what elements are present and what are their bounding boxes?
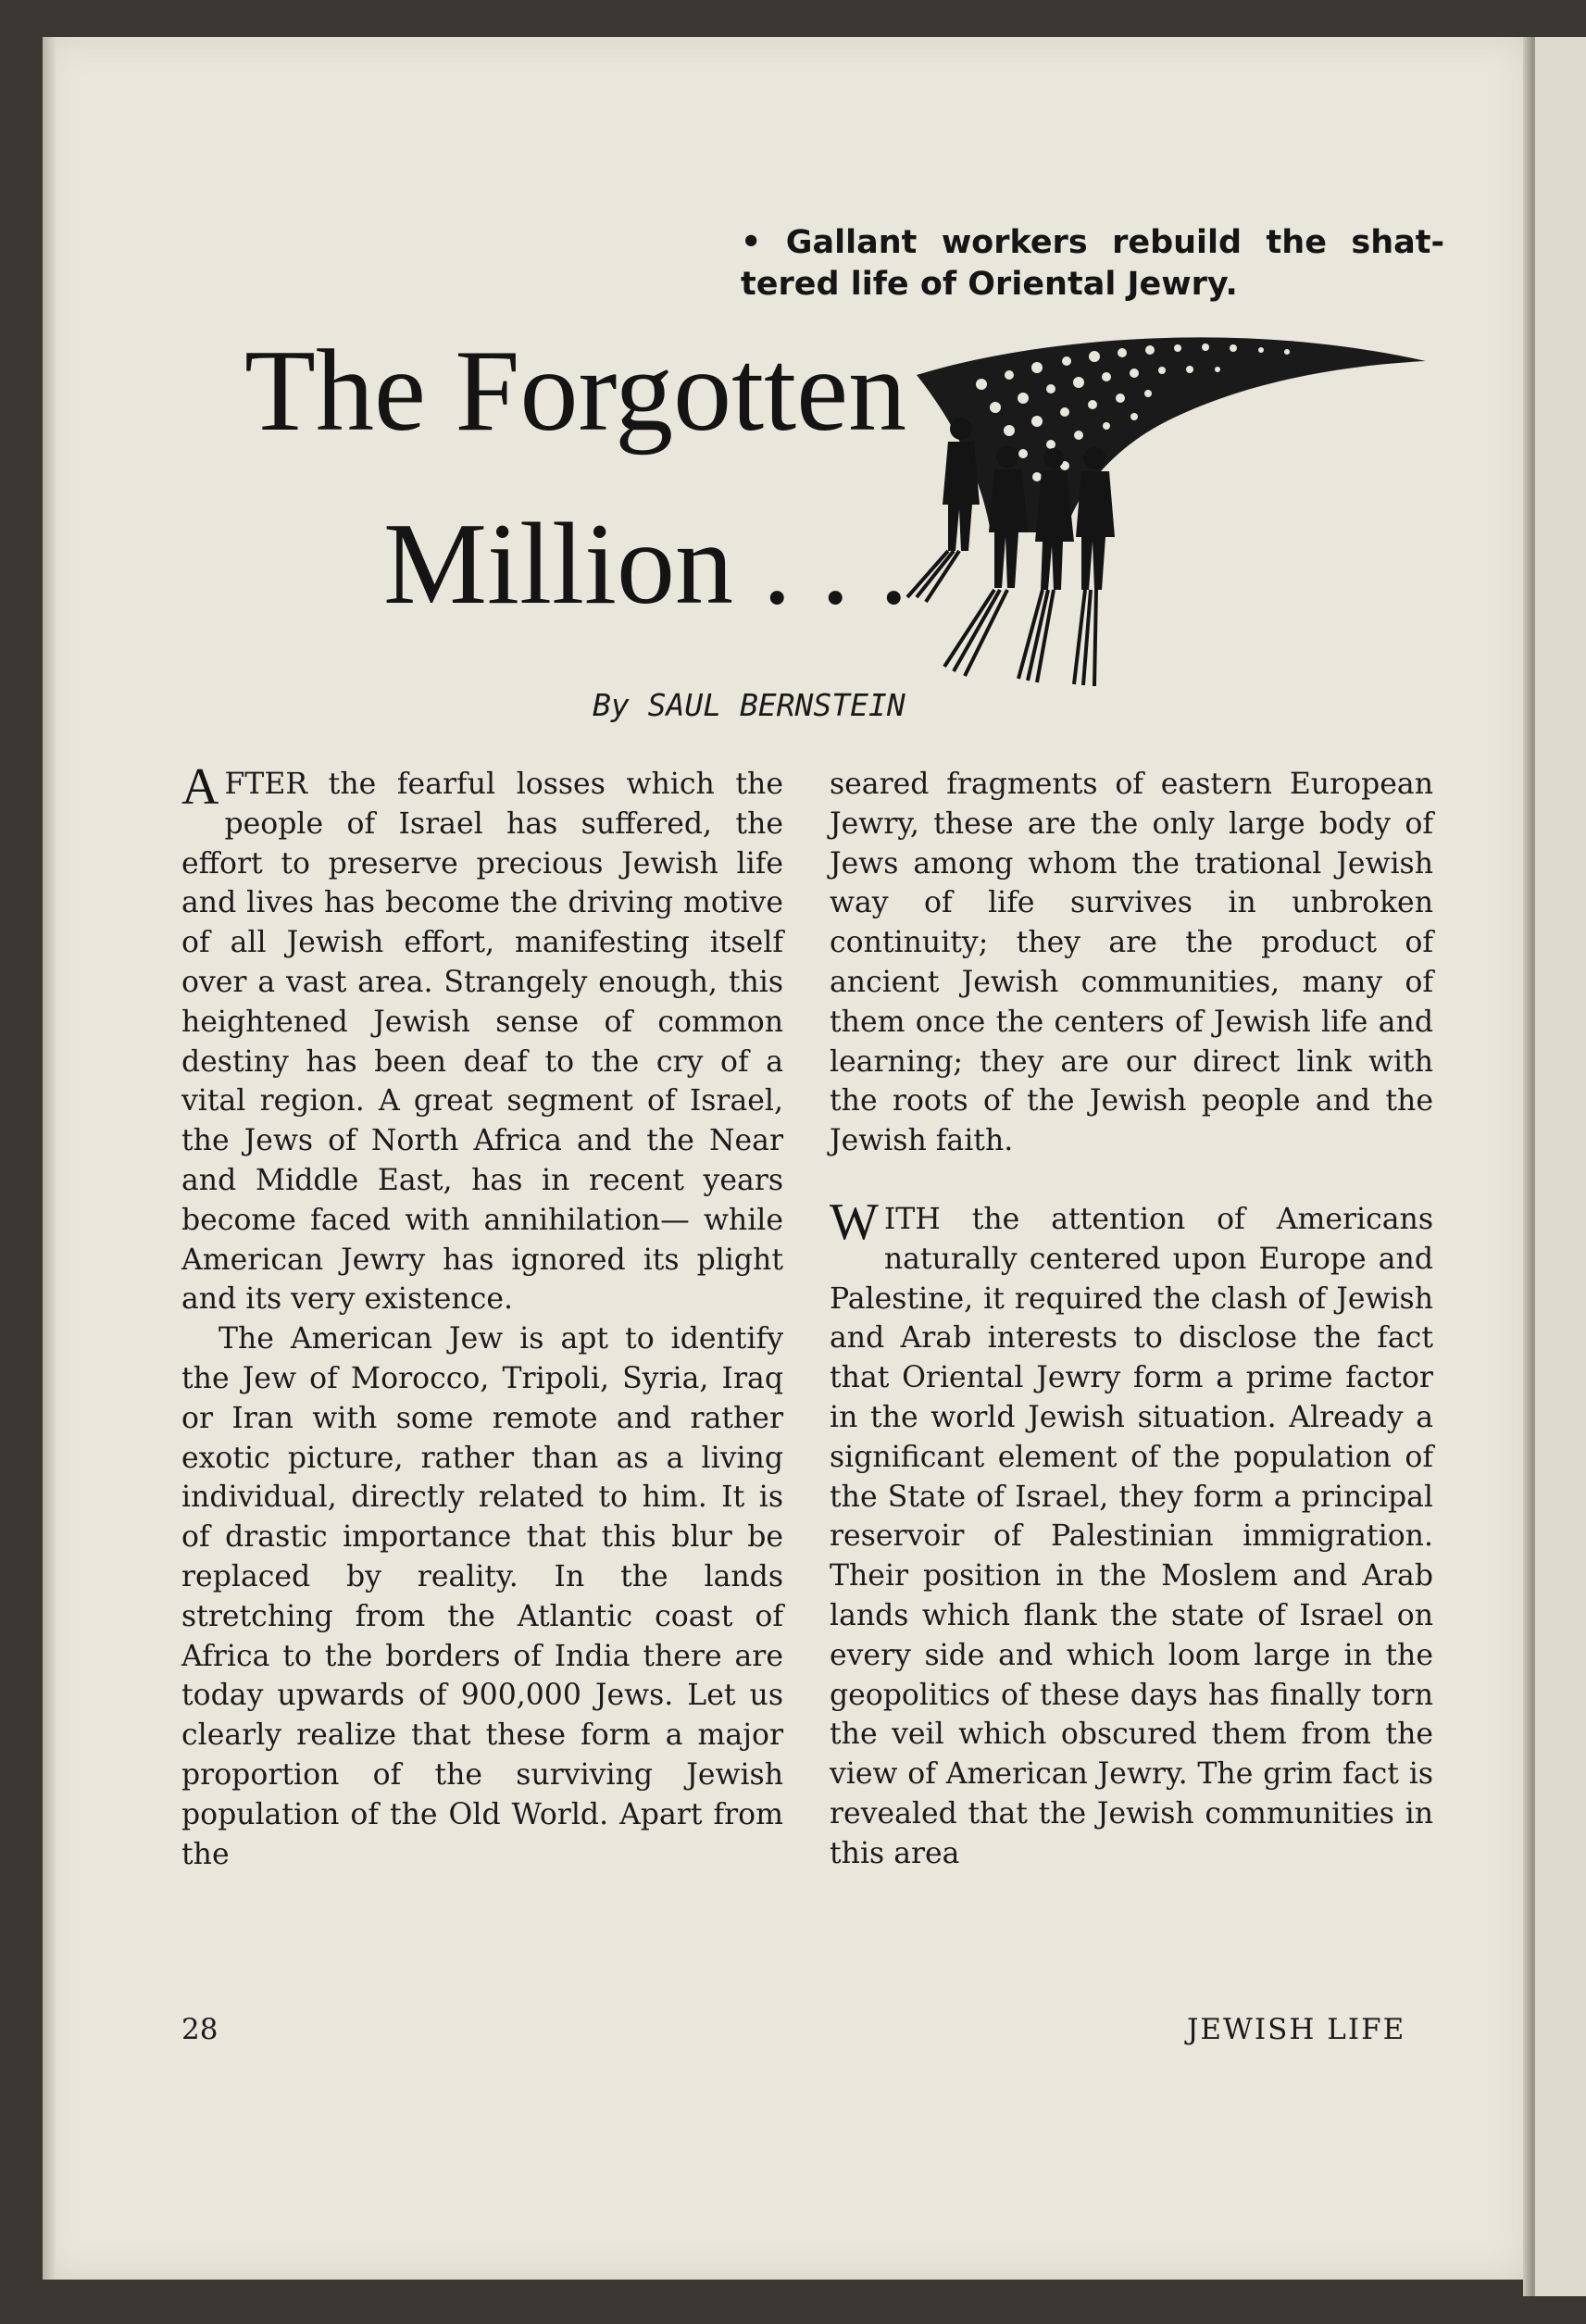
paragraph-1 [181, 758, 783, 1319]
page-binding-edge [43, 37, 56, 2280]
facing-page-edge [1532, 37, 1586, 2296]
article-column-right [830, 765, 1433, 1874]
paragraph-4-text: ITH the attention of Americans naturally centered upon Europe and Palestine, it required the clash of Jewish and Arab interests to disclose the fact that Oriental Jewry form a prime factor in the world Jewish situation. Already a significant element of the population of the State of Israel, they form a principal reservoir of Palestinian immigration. Their position in the Moslem and Arab lands which flank the state of Israel on every side and which loom large in the geopolitics of these days has finally torn the veil which obscured them from the view of American Jewry. The grim fact is revealed that the Jewish communities in this area [830, 1202, 1433, 1870]
paragraph-3: seared fragments of eastern European Jewry, these are the only large body of Jews among whom the trational Jewish way of life survives in unbroken continuity; they are the product of ancient Jewish communities, many of them once the centers of Jewish life and learning; they are our direct link with the roots of the Jewish people and the Jewish faith. [830, 768, 1433, 1158]
paragraph-4 [830, 1193, 1433, 1874]
crowd-of-refugees-illustration [852, 319, 1444, 690]
article-title-line-1: The Forgotten [244, 327, 907, 456]
author-byline: By SAUL BERNSTEIN [593, 687, 905, 723]
drop-cap: W [830, 1193, 879, 1251]
article-tagline: • Gallant workers rebuild the shattered life of Oriental Jewry. [741, 224, 1444, 303]
article-title-line-2: Million . . . [383, 500, 909, 629]
paragraph-2: The American Jew is apt to identify the Jew of Morocco, Tripoli, Syria, Iraq or Iran with some remote and rather exotic picture, rather than as a living individual, directly related to him. It is of drastic importance that this blur be replaced by reality. In the lands stretching from the Atlantic coast of Africa to the borders of India there are today upwards of 900,000 Jews. Let us clearly realize that these form a major proportion of the surviving Jewish population of the Old World. Apart from the [181, 1322, 783, 1871]
article-column-left [181, 758, 783, 1874]
magazine-name: JEWISH LIFE [1187, 2013, 1406, 2046]
drop-cap: A [181, 758, 219, 816]
paragraph-1-text: FTER the fearful losses which the people of Israel has suffered, the effort to preserve precious Jewish life and lives has become the driving motive of all Jewish effort, manifesting itself over a vast area. Strangely enough, this heightened Jewish sense of common destiny has been deaf to the cry of a vital region. A great segment of Israel, the Jews of North Africa and the Near and Middle East, has in recent years become faced with annihilation— while American Jewry has ignored its plight and its very existence. [181, 768, 783, 1317]
page-number: 28 [181, 2013, 219, 2046]
